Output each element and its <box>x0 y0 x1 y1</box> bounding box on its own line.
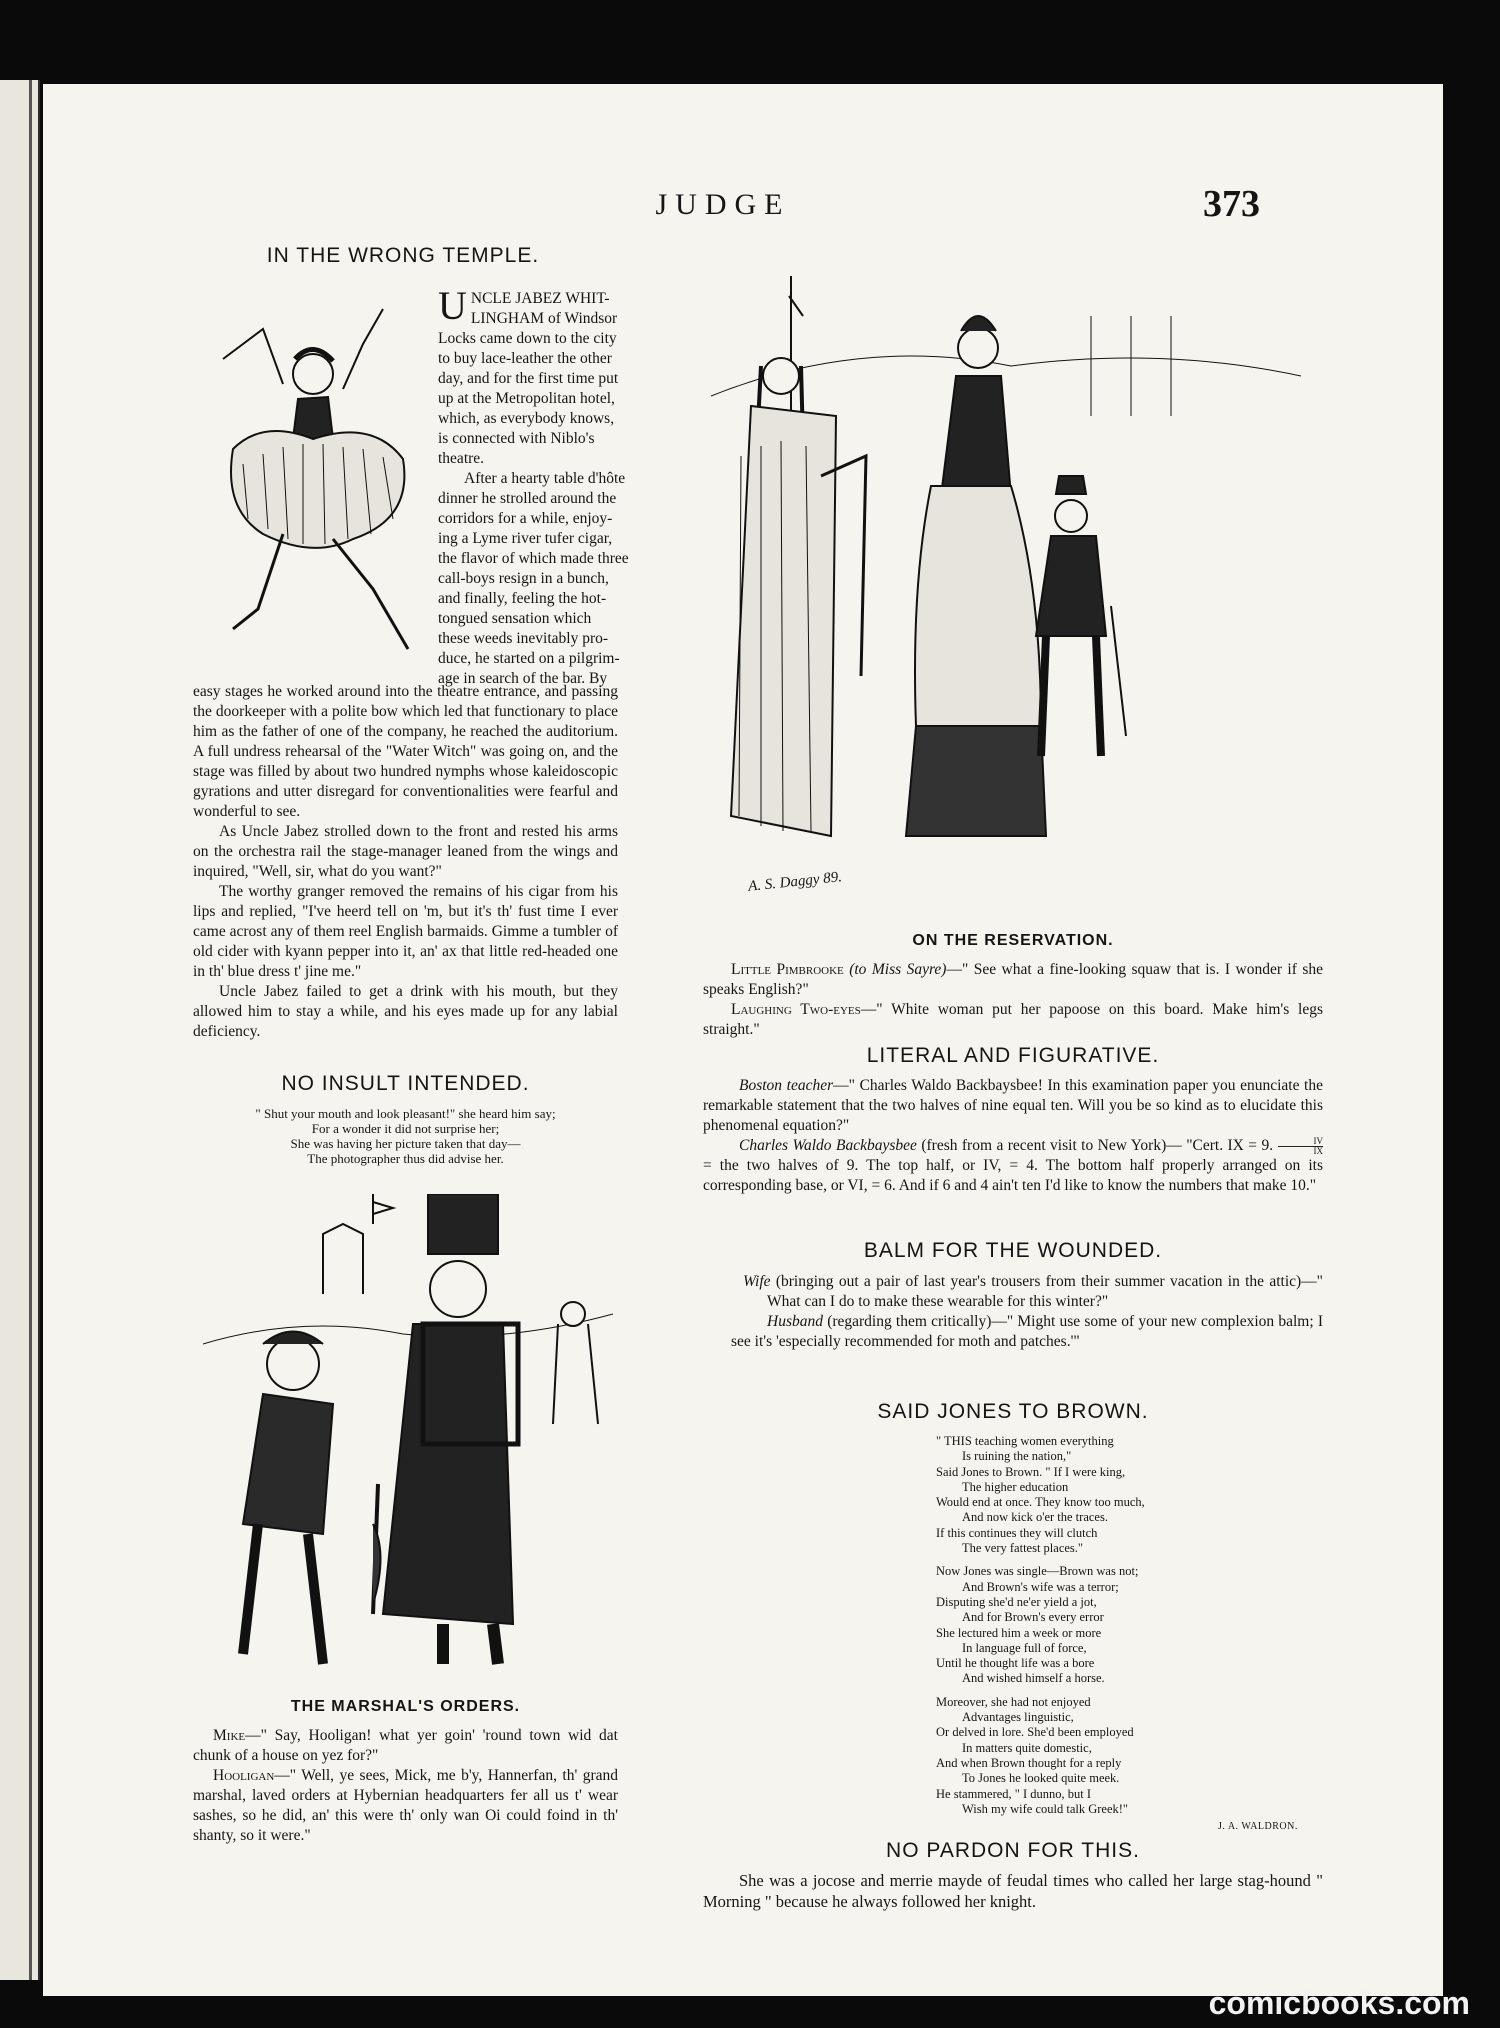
masthead: JUDGE <box>655 188 791 221</box>
wife-text: (bringing out a pair of last year's trousers from their summer vacation in the attic)—" What can I do to make these wearable for this winter?" <box>767 1273 1324 1310</box>
jones-poem-line: Would end at once. They know too much, <box>936 1495 1145 1510</box>
jones-poem-line: " THIS teaching women everything <box>936 1434 1114 1448</box>
page-number: 373 <box>1203 183 1260 225</box>
marshal-dialogue <box>193 1726 618 1846</box>
temple-wrapped-line: these weeds inevitably pro- <box>438 630 609 647</box>
jones-poem-line: And now kick o'er the traces. <box>962 1510 1108 1525</box>
reservation-title: ON THE RESERVATION. <box>912 932 1114 949</box>
temple-title: IN THE WRONG TEMPLE. <box>266 244 540 267</box>
fraction-denominator: IX <box>1313 1145 1324 1156</box>
reservation-dialogue <box>703 960 1323 1040</box>
backbaysbee-text-b: = the two halves of 9. The top half, or IV, = 4. The bottom half properly arranged on its corresponding base, or VI, = 6. And if 6 and 4 ain't ten I'd like to know the numbers that make 10." <box>703 1157 1323 1194</box>
jones-poem-line: To Jones he looked quite meek. <box>962 1771 1120 1786</box>
insult-line: " Shut your mouth and look pleasant!" she heard him say; <box>255 1106 556 1121</box>
hooligan-text: —" Well, ye sees, Mick, me b'y, Hannerfan, th' grand marshal, laved orders at Hybernian headquarters fer all us t' wear sashes, so he did, an' this were th' only wan Oi could foind in th' shanty, so it were." <box>193 1767 618 1844</box>
backbaysbee-text-a: "Cert. IX = 9. <box>1186 1137 1274 1154</box>
pardon-text: She was a jocose and merrie mayde of feudal times who called her large stag-hound " Morning " because he always followed her knight. <box>703 1871 1323 1911</box>
magazine-page <box>43 84 1443 1996</box>
jones-poem-line: Until he thought life was a bore <box>936 1656 1095 1671</box>
jones-stanza <box>936 1564 1296 1686</box>
temple-wrapped-line: age in search of the bar. By <box>438 670 608 687</box>
temple-wrapped-line: LINGHAM of Windsor <box>470 310 618 327</box>
balm-title: BALM FOR THE WOUNDED. <box>863 1239 1163 1262</box>
temple-paragraph-4: Uncle Jabez failed to get a drink with his mouth, but they allowed him to stay a while, and his eyes made up for any labial deficiency. <box>193 983 618 1040</box>
marshal-line-hooligan <box>193 1766 618 1846</box>
pardon-body <box>703 1870 1323 1912</box>
jones-poem-line: Or delved in lore. She'd been employed <box>936 1725 1134 1740</box>
pimbrooke-text: —" See what a fine-looking squaw that is. I wonder if she speaks English?" <box>703 961 1324 998</box>
jones-poem-line: And wished himself a horse. <box>962 1671 1105 1686</box>
insult-line: She was having her picture taken that day— <box>290 1136 521 1151</box>
temple-wrapped-line: day, and for the first time put <box>438 370 619 387</box>
jones-stanza <box>936 1434 1296 1556</box>
jones-title: SAID JONES TO BROWN. <box>877 1400 1149 1423</box>
temple-wrapped-line: up at the Metropolitan hotel, <box>438 390 615 407</box>
pardon-title: NO PARDON FOR THIS. <box>886 1839 1140 1862</box>
teacher-text: —" Charles Waldo Backbaysbee! In this examination paper you enunciate the remarkable statement that the two halves of nine equal ten. Will you be so kind as to elucidate this phenomenal equation?" <box>703 1077 1323 1134</box>
watermark: comicbooks.com <box>1208 1985 1470 2021</box>
temple-paragraph-1-cont: easy stages he worked around into the theatre entrance, and passing the doorkeeper with a polite bow which led that functionary to place him as the father of one of the company, he reached the auditorium. A full undress rehearsal of the "Water Witch" was going on, and the stage was filled by about two hundred nymphs whose kaleidoscopic gyrations and utter disregard for conventionalities were fearful and wonderful to see. <box>193 683 618 820</box>
temple-wrapped-lines <box>438 283 629 689</box>
fraction-numerator: IV <box>1278 1137 1324 1147</box>
ballerina-illustration <box>203 289 428 669</box>
speaker-wife: Wife <box>743 1273 771 1290</box>
speaker-hooligan: Hooligan <box>213 1767 275 1784</box>
temple-wrapped-line: corridors for a while, enjoy- <box>438 510 613 527</box>
temple-wrapped-line: call-boys resign in a bunch, <box>438 570 609 587</box>
temple-wrapped-line: the flavor of which made three <box>438 550 629 567</box>
temple-body <box>193 682 618 1042</box>
mike-text: —" Say, Hooligan! what yer goin' 'round town wid dat chunk of a house on yez for?" <box>193 1727 618 1764</box>
balm-wife <box>731 1272 1323 1312</box>
temple-wrapped-line: NCLE JABEZ WHIT- <box>470 290 610 307</box>
balm-husband <box>731 1312 1323 1352</box>
temple-wrapped-line: is connected with Niblo's <box>438 430 595 447</box>
speaker-two-eyes: Laughing Two-eyes <box>731 1001 861 1018</box>
jones-poem-line: The very fattest places." <box>962 1541 1084 1556</box>
jones-poem-line: She lectured him a week or more <box>936 1625 1102 1640</box>
jones-poem-line: Wish my wife could talk Greek!" <box>962 1801 1129 1816</box>
speaker-mike: Mike <box>213 1727 246 1744</box>
temple-paragraph-2: As Uncle Jabez strolled down to the front and rested his arms on the orchestra rail the stage-manager leaned from the wings and inquired, "Well, sir, what do you want?" <box>193 823 618 880</box>
temple-wrapped-line: and finally, feeling the hot- <box>438 590 607 607</box>
jones-poem-line: Now Jones was single—Brown was not; <box>936 1564 1139 1579</box>
literal-paragraph-1 <box>703 1076 1323 1136</box>
temple-wrapped-text <box>438 283 629 689</box>
two-eyes-text: —" White woman put her papoose on this board. Make him's legs straight." <box>703 1001 1323 1038</box>
jones-poem-line: And for Brown's every error <box>962 1610 1104 1625</box>
temple-wrapped-line: ing a Lyme river tufer cigar, <box>438 530 613 547</box>
speaker-pimbrooke: Little Pimbrooke <box>731 961 844 978</box>
temple-wrapped-line: to buy lace-leather the other <box>438 350 612 367</box>
speaker-husband: Husband <box>767 1313 823 1330</box>
jones-poem-line: Is ruining the nation," <box>962 1449 1072 1464</box>
insult-line: For a wonder it did not surprise her; <box>311 1121 500 1136</box>
temple-wrapped-line: dinner he strolled around the <box>438 490 617 507</box>
jones-stanza <box>936 1695 1296 1817</box>
speaker-boston-teacher: Boston teacher <box>739 1077 834 1094</box>
dropcap-u: U <box>438 283 467 328</box>
temple-wrapped-line: tongued sensation which <box>438 610 592 627</box>
insult-poem <box>193 1106 618 1166</box>
jones-poem-line: He stammered, " I dunno, but I <box>936 1786 1092 1801</box>
reservation-illustration <box>711 256 1301 906</box>
balm-body <box>731 1272 1323 1352</box>
left-page-edge <box>0 80 40 1980</box>
temple-paragraph-3: The worthy granger removed the remains of his cigar from his lips and replied, "I've heerd tell on 'm, but it's th' fust time I ever came acrost any of them reel English barmaids. Gimme a tumbler of old cider with kyann pepper into it, an' ax that little red-headed one in th' blue dress t' jine me." <box>193 883 618 980</box>
jones-author: J. A. WALDRON. <box>1218 1821 1298 1832</box>
temple-wrapped-line: which, as everybody knows, <box>438 410 615 427</box>
temple-wrapped-line: duce, he started on a pilgrim- <box>438 650 620 667</box>
jones-poem <box>936 1434 1296 1825</box>
jones-poem-line: Said Jones to Brown. " If I were king, <box>936 1464 1126 1479</box>
jones-poem-line: And when Brown thought for a reply <box>936 1755 1122 1770</box>
jones-poem-line: The higher education <box>962 1479 1069 1494</box>
temple-wrapped-line: Locks came down to the city <box>438 330 617 347</box>
literal-paragraph-2 <box>703 1136 1323 1196</box>
jones-poem-line: Advantages linguistic, <box>962 1710 1074 1725</box>
jones-poem-line: If this continues they will clutch <box>936 1525 1098 1540</box>
reservation-line-2 <box>703 1000 1323 1040</box>
backbaysbee-aside: (fresh from a recent visit to New York)— <box>921 1137 1182 1154</box>
aside-miss-sayre: (to Miss Sayre) <box>849 961 947 978</box>
jones-poem-line: In matters quite domestic, <box>962 1740 1092 1755</box>
marshal-illustration <box>203 1194 613 1684</box>
insult-line: The photographer thus did advise her. <box>307 1151 504 1166</box>
jones-poem-line: Moreover, she had not enjoyed <box>936 1694 1091 1709</box>
jones-poem-line: In language full of force, <box>962 1640 1087 1655</box>
speaker-backbaysbee: Charles Waldo Backbaysbee <box>739 1137 917 1154</box>
artist-signature: A. S. Daggy 89. <box>747 869 843 895</box>
literal-title: LITERAL AND FIGURATIVE. <box>866 1044 1160 1067</box>
literal-body <box>703 1076 1323 1196</box>
marshal-title: THE MARSHAL'S ORDERS. <box>290 1698 521 1715</box>
marshal-line-mike <box>193 1726 618 1766</box>
jones-poem-line: And Brown's wife was a terror; <box>962 1579 1119 1594</box>
reservation-line-1 <box>703 960 1323 1000</box>
jones-poem-line: Disputing she'd ne'er yield a jot, <box>936 1594 1097 1609</box>
insult-title: NO INSULT INTENDED. <box>281 1072 530 1095</box>
roman-fraction <box>1278 1137 1324 1156</box>
temple-wrapped-line: After a hearty table d'hôte <box>464 470 626 487</box>
husband-text: (regarding them critically)—" Might use some of your new complexion balm; I see it's 'especially recommended for moth and patches.'" <box>731 1313 1323 1350</box>
temple-wrapped-line: theatre. <box>438 450 485 467</box>
